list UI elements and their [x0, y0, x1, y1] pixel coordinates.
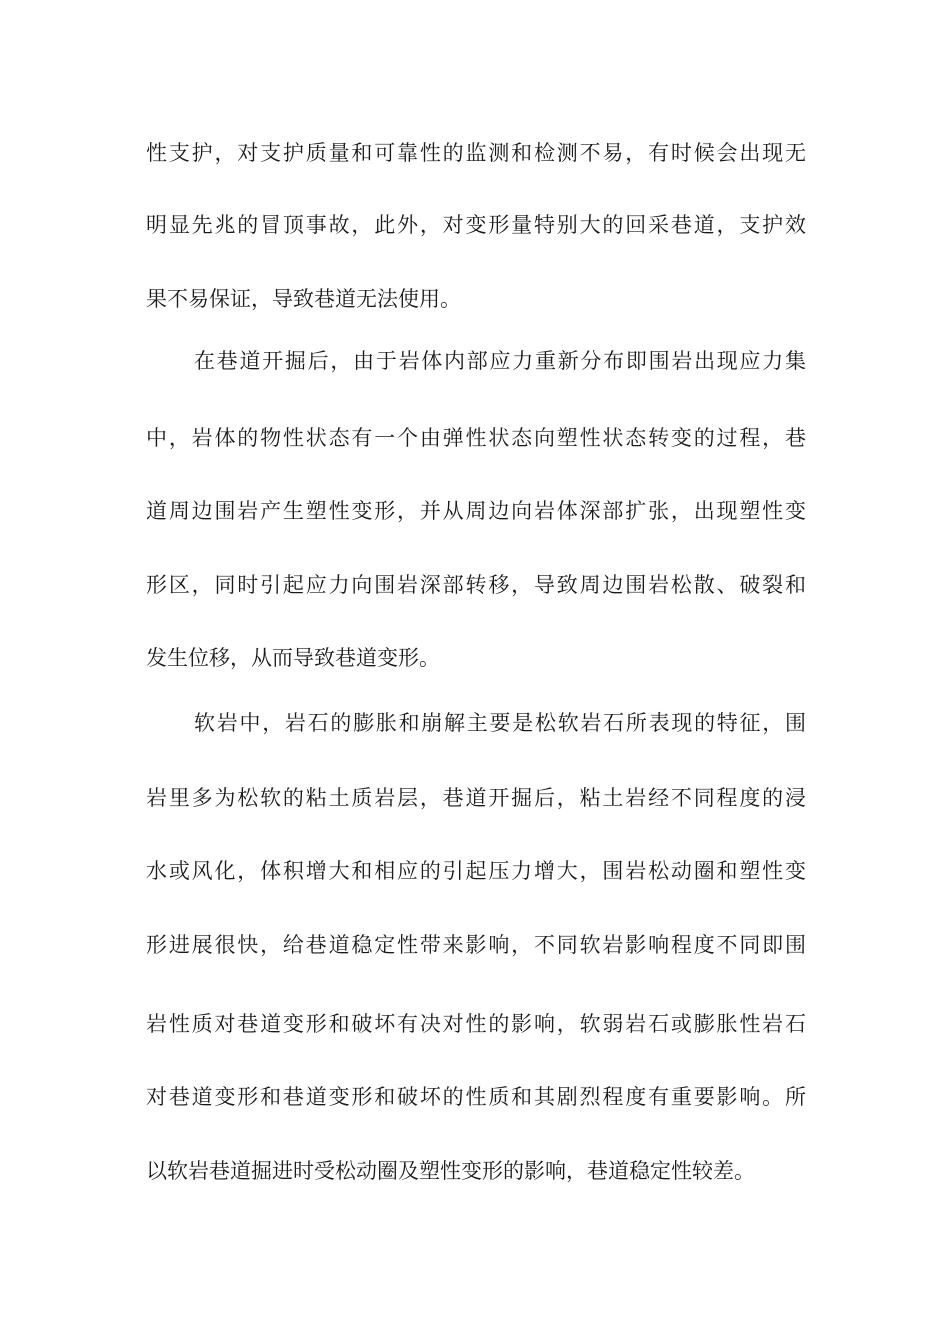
paragraph-3-line-4: 形进展很快，给巷道稳定性带来影响，不同软岩影响程度不同即围	[146, 933, 806, 957]
paragraph-3-line-3: 水或风化，体积增大和相应的引起压力增大，围岩松动圈和塑性变	[146, 859, 806, 883]
paragraph-2-line-2: 中，岩体的物性状态有一个由弹性状态向塑性状态转变的过程，巷	[146, 426, 806, 450]
paragraph-3-line-2: 岩里多为松软的粘土质岩层，巷道开掘后，粘土岩经不同程度的浸	[146, 786, 806, 810]
paragraph-3-line-6: 对巷道变形和巷道变形和破坏的性质和其剧烈程度有重要影响。所	[146, 1085, 806, 1109]
paragraph-3-line-1: 软岩中，岩石的膨胀和崩解主要是松软岩石所表现的特征，围	[194, 711, 806, 735]
paragraph-3-line-5: 岩性质对巷道变形和破坏有决对性的影响，软弱岩石或膨胀性岩石	[146, 1012, 806, 1036]
paragraph-1-line-2: 明显先兆的冒顶事故，此外，对变形量特别大的回采巷道，支护效	[146, 213, 806, 237]
paragraph-2-line-3: 道周边围岩产生塑性变形，并从周边向岩体深部扩张，出现塑性变	[146, 499, 806, 523]
paragraph-2-line-5: 发生位移，从而导致巷道变形。	[146, 646, 440, 670]
paragraph-3-line-7: 以软岩巷道掘进时受松动圈及塑性变形的影响，巷道稳定性较差。	[146, 1159, 755, 1183]
paragraph-2-line-4: 形区，同时引起应力向围岩深部转移，导致周边围岩松散、破裂和	[146, 573, 806, 597]
paragraph-1-line-3: 果不易保证，导致巷道无法使用。	[146, 287, 461, 311]
paragraph-1-line-1: 性支护，对支护质量和可靠性的监测和检测不易，有时候会出现无	[146, 141, 806, 165]
paragraph-2-line-1: 在巷道开掘后，由于岩体内部应力重新分布即围岩出现应力集	[194, 349, 806, 373]
